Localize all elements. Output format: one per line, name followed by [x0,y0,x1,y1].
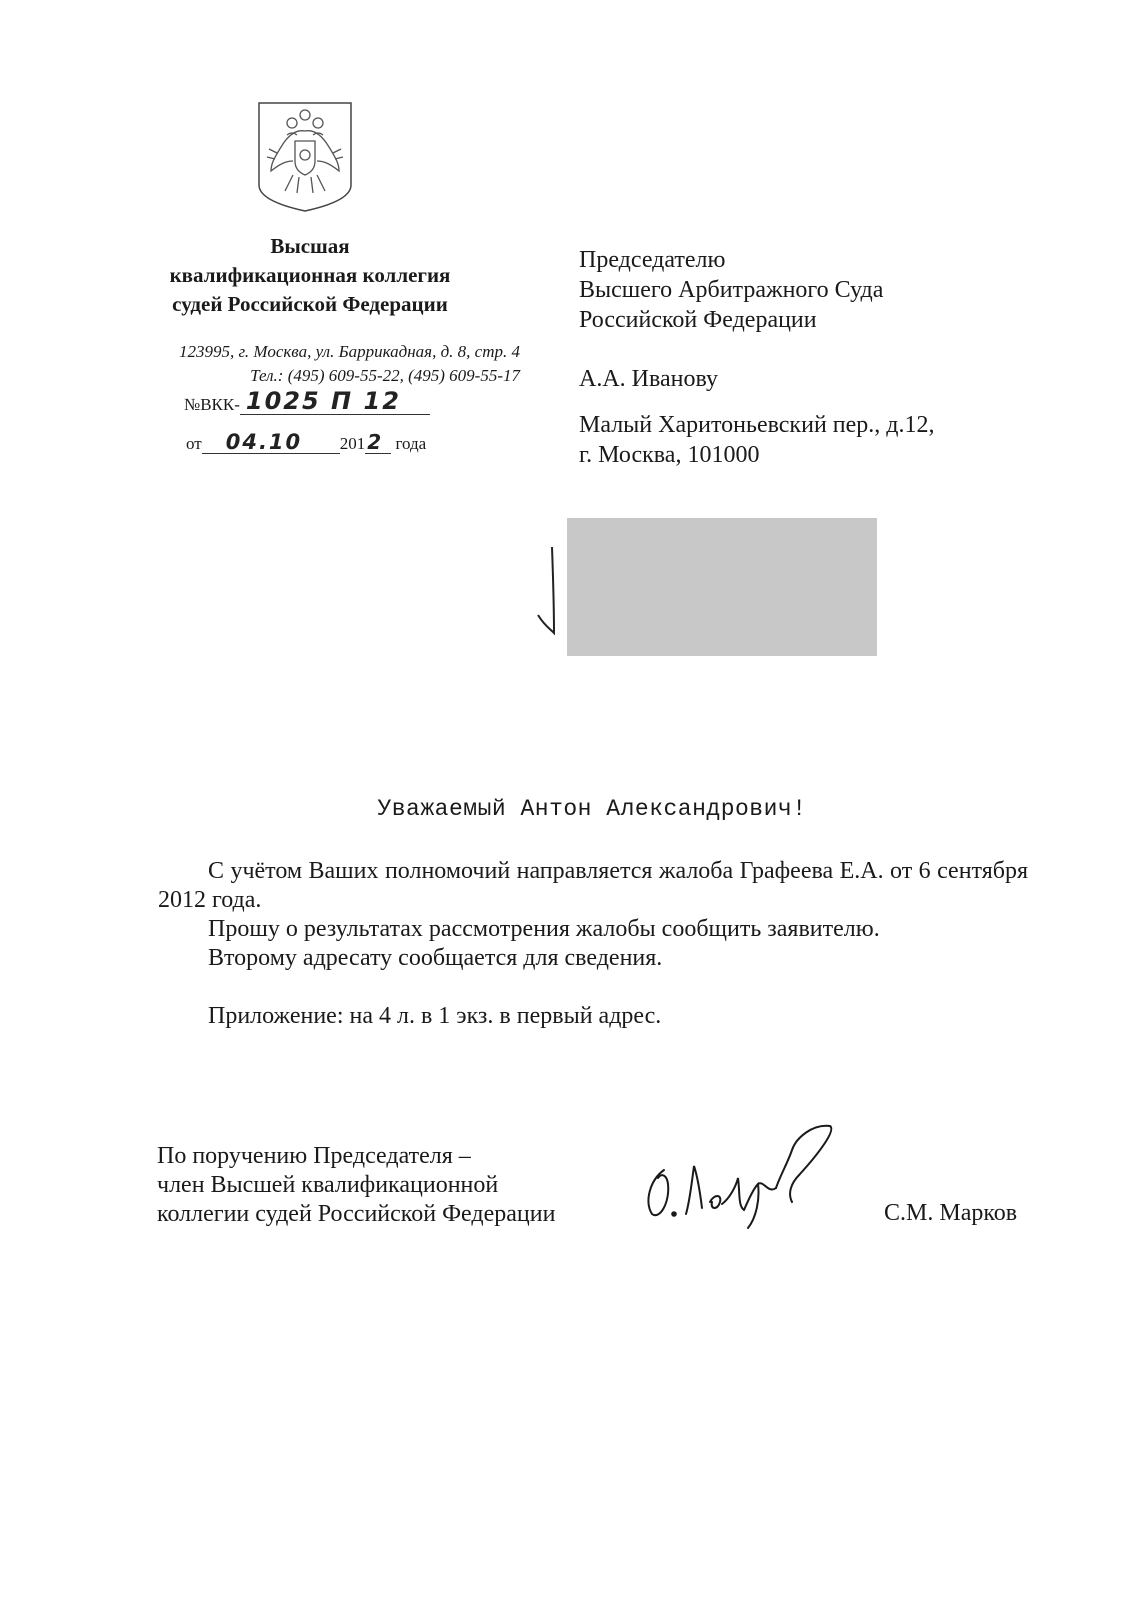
reg-number-handwritten: 1025 П 12 [245,387,401,415]
salutation: Уважаемый Антон Александрович! [377,796,807,822]
sender-organization [110,232,510,319]
body-paragraph-3: Второму адресату сообщается для сведения. [208,945,663,971]
recipient-address-2: г. Москва, 101000 [579,442,760,468]
sender-line-1: Высшая [270,234,350,258]
sender-phone: Тел.: (495) 609-55-22, (495) 609-55-17 [250,366,520,385]
attachment-note: Приложение: на 4 л. в 1 экз. в первый адрес. [208,1003,662,1029]
recipient-title-2: Высшего Арбитражного Суда [579,277,884,303]
year-handwritten: 2 [367,430,384,454]
reg-prefix: №ВКК- [184,395,240,414]
year-prefix: 201 [339,434,366,453]
letter-body [158,857,1028,1031]
handwritten-check-mark [534,545,564,640]
signatory-line-2: член Высшей квалификационной [157,1172,499,1198]
registration-date [186,431,426,454]
registration-number [184,387,430,415]
body-paragraph-1: С учётом Ваших полномочий направляется жалоба Графеева Е.А. от 6 сентября 2012 года. [158,858,1028,913]
coat-of-arms-emblem [257,101,353,213]
year-suffix: года [395,434,427,453]
signatory-name: С.М. Марков [884,1200,1018,1226]
body-paragraph-2: Прошу о результатах рассмотрения жалобы сообщить заявителю. [208,916,880,942]
signatory-line-3: коллегии судей Российской Федерации [157,1201,556,1227]
redacted-area [567,518,877,656]
date-handwritten: 04.10 [225,430,303,454]
signatory-line-1: По поручению Председателя – [157,1143,471,1169]
handwritten-signature [640,1122,840,1232]
sender-contacts [100,340,520,388]
recipient-address-1: Малый Харитоньевский пер., д.12, [579,412,935,438]
recipient-name: А.А. Иванову [579,366,719,392]
signatory-title [157,1142,555,1229]
recipient-title-3: Российской Федерации [579,307,817,333]
date-prefix: от [186,434,202,453]
recipient-title-1: Председателю [579,247,726,273]
recipient-block [579,245,935,470]
sender-line-2: квалификационная коллегия [169,263,451,287]
sender-line-3: судей Российской Федерации [172,292,448,316]
sender-address: 123995, г. Москва, ул. Баррикадная, д. 8, стр. 4 [178,342,520,361]
